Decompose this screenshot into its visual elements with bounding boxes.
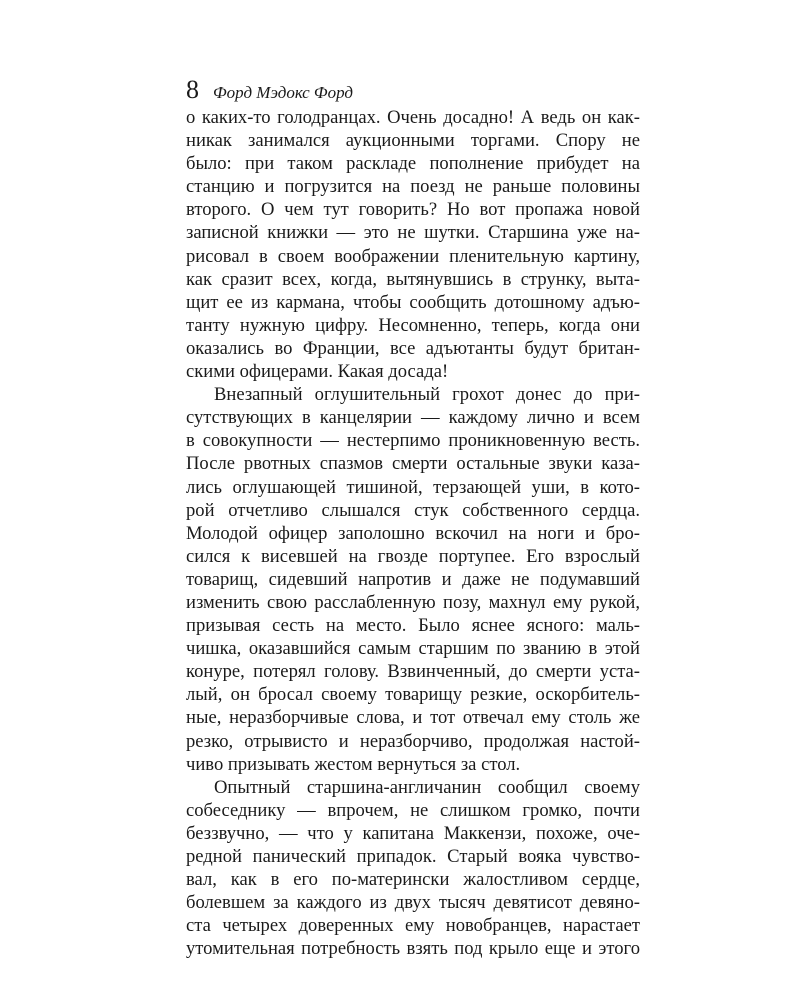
text-line: беззвучно, — что у капитана Маккензи, похоже, оче-: [186, 822, 640, 844]
paragraph: [186, 383, 640, 776]
text-line: о каких-то голодранцах. Очень досадно! А ведь он как-: [186, 107, 640, 128]
body-text: [186, 106, 640, 960]
book-page: [186, 76, 640, 960]
text-line: Опытный старшина-англичанин сообщил своему: [214, 776, 640, 798]
text-line: изменить свою расслабленную позу, махнул ему рукой,: [186, 591, 640, 613]
text-line: лись оглушающей тишиной, терзающей уши, в кото-: [186, 476, 640, 498]
page-number: 8: [186, 75, 199, 104]
paragraph: [186, 776, 640, 961]
running-head: [186, 76, 640, 104]
text-line: призывая сесть на место. Было яснее ясного: маль-: [186, 615, 640, 637]
text-line: никак занимался аукционными торгами. Спору не: [186, 130, 640, 152]
text-line: в совокупности — нестерпимо проникновенную весть.: [186, 430, 640, 452]
text-line: товарищ, сидевший напротив и даже не подумавший: [186, 568, 640, 590]
text-line: сутствующих в канцелярии — каждому лично и всем: [186, 407, 640, 429]
text-line: вал, как в его по-матерински жалостливом сердце,: [186, 869, 640, 891]
text-line: танту нужную цифру. Несомненно, теперь, когда они: [186, 314, 640, 336]
text-line: Молодой офицер заполошно вскочил на ноги и бро-: [186, 522, 640, 544]
text-line: ста четырех доверенных ему новобранцев, нарастает: [186, 915, 640, 937]
text-line: утомительная потребность взять под крыло еще и этого: [186, 938, 640, 960]
text-line: ные, неразборчивые слова, и тот отвечал ему столь же: [186, 707, 640, 729]
text-line: чишка, оказавшийся самым старшим по званию в этой: [186, 638, 640, 660]
text-line: болевшем за каждого из двух тысяч девятисот девяно-: [186, 892, 640, 914]
text-line: Внезапный оглушительный грохот донес до при-: [214, 384, 640, 406]
text-line: второго. О чем тут говорить? Но вот пропажа новой: [186, 199, 640, 221]
text-line: станцию и погрузится на поезд не раньше половины: [186, 176, 640, 198]
text-line: оказались во Франции, все адъютанты будут британ-: [186, 337, 640, 359]
text-line: лый, он бросал своему товарищу резкие, оскорбитель-: [186, 684, 640, 706]
text-line: сился к висевшей на гвозде портупее. Его взрослый: [186, 545, 640, 567]
text-line: редной панический припадок. Старый вояка чувство-: [186, 846, 640, 867]
text-line: щит ее из кармана, чтобы сообщить дотошному адъю-: [186, 291, 640, 313]
text-line: записной книжки — это не шутки. Старшина уже на-: [186, 222, 640, 244]
text-line: скими офицерами. Какая досада!: [186, 361, 449, 383]
text-line: рой отчетливо слышался стук собственного сердца.: [186, 499, 640, 521]
text-line: как сразит всех, когда, вытянувшись в струнку, выта-: [186, 268, 640, 290]
paragraph: [186, 106, 640, 383]
text-line: конуре, потерял голову. Взвинченный, до смерти уста-: [186, 661, 640, 683]
text-line: резко, отрывисто и неразборчиво, продолжая настой-: [186, 730, 640, 752]
text-line: После рвотных спазмов смерти остальные звуки каза-: [186, 453, 640, 475]
text-line: рисовал в своем воображении пленительную картину,: [186, 245, 640, 267]
book-author: Форд Мэдокс Форд: [213, 83, 353, 102]
text-line: было: при таком раскладе пополнение прибудет на: [186, 153, 640, 175]
text-line: чиво призывать жестом вернуться за стол.: [186, 753, 521, 775]
text-line: собеседнику — впрочем, не слишком громко, почти: [186, 799, 640, 821]
